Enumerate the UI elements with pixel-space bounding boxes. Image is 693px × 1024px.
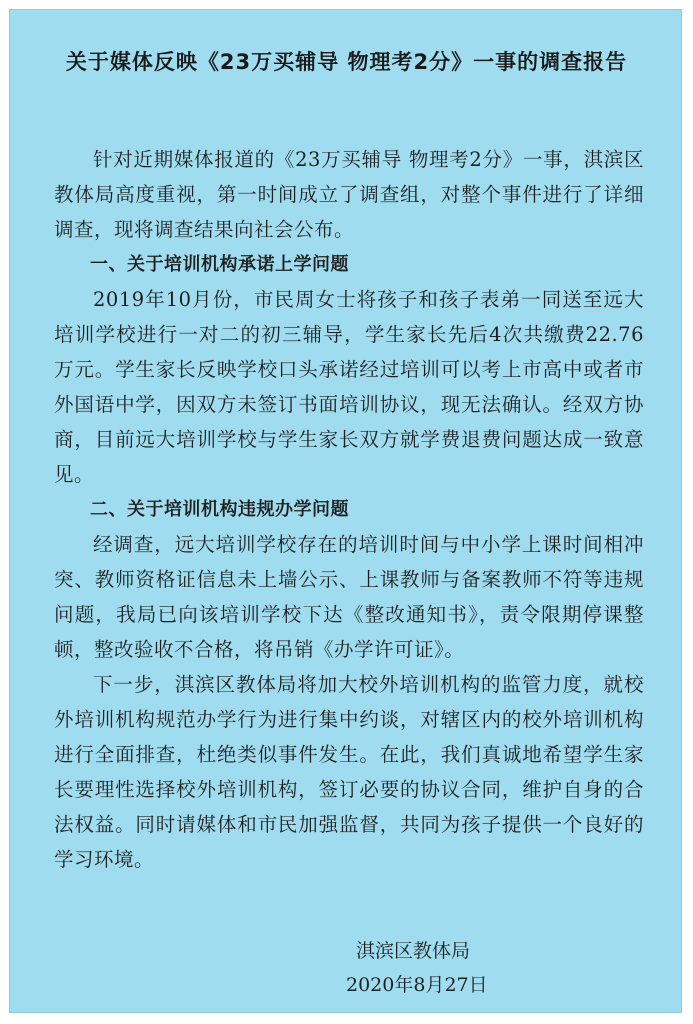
- section-heading-2: 二、关于培训机构违规办学问题: [90, 499, 349, 520]
- section-heading-1: 一、关于培训机构承诺上学问题: [90, 254, 349, 275]
- report-body: [54, 142, 644, 877]
- intro-paragraph: 针对近期媒体报道的《23万买辅导 物理考2分》一事，淇滨区教体局高度重视，第一时间成立了调查组，对整个事件进行了详细调查，现将调查结果向社会公布。: [54, 148, 644, 241]
- report-title: 关于媒体反映《23万买辅导 物理考2分》一事的调查报告: [65, 50, 628, 74]
- section-2-paragraph: 经调查，远大培训学校存在的培训时间与中小学上课时间相冲突、教师资格证信息未上墙公示、上课教师与备案教师不符等违规问题，我局已向该培训学校下达《整改通知书》，责令限期停课整顿，整改验收不合格，将吊销《办学许可证》。: [54, 533, 644, 661]
- next-steps-paragraph: 下一步，淇滨区教体局将加大校外培训机构的监管力度，就校外培训机构规范办学行为进行集中约谈，对辖区内的校外培训机构进行全面排查，杜绝类似事件发生。在此，我们真诚地希望学生家长要理性选择校外培训机构，签订必要的协议合同，维护自身的合法权益。同时请媒体和市民加强监督，共同为孩子提供一个良好的学习环境。: [54, 673, 644, 871]
- section-1-paragraph: 2019年10月份，市民周女士将孩子和孩子表弟一同送至远大培训学校进行一对二的初三辅导，学生家长先后4次共缴费22.76万元。学生家长反映学校口头承诺经过培训可以考上市高中或者市外国语中学，因双方未签订书面培训协议，现无法确认。经双方协商，目前远大培训学校与学生家长双方就学费退费问题达成一致意见。: [54, 288, 644, 486]
- signature-organization: 淇滨区教体局: [356, 940, 471, 962]
- signature-date: 2020年8月27日: [346, 974, 488, 996]
- report-document: [9, 9, 682, 1013]
